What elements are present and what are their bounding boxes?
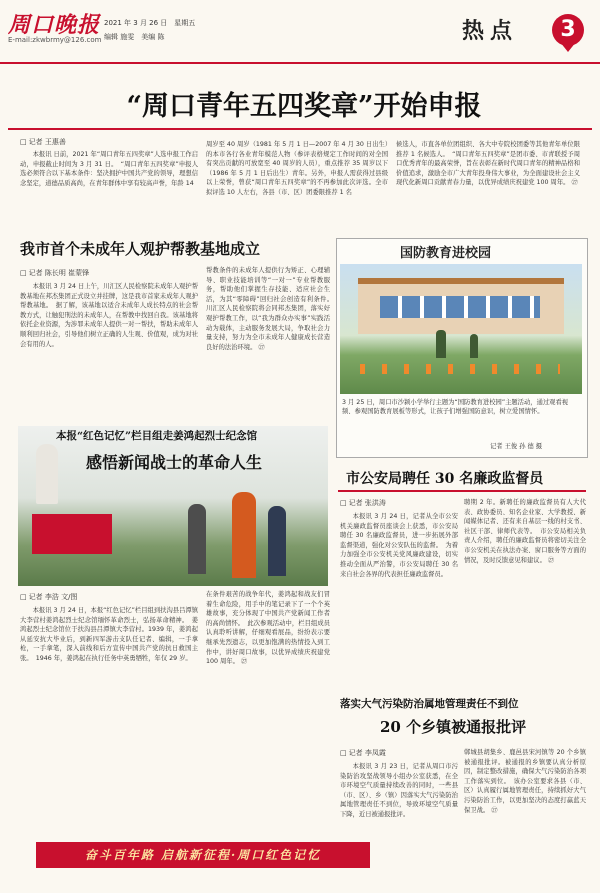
article1-headline: “周口青年五四奖章”开始申报 — [126, 91, 482, 122]
article1-col3: 候选人，市直各单位团组织、各大中专院校团委等其他青年单位限推荐 1 名候选人。 “周口青年五四奖章”是团市委、市青联授予周口优秀青年的最高荣誉，旨在表彰在新时代周口青年的精神品格和价值追求，激励全市广大青年投身伟大事业，为全面建设社会主义现代化新周口贡献青春力量，以优异成绩庆祝建党 100 周年。 ㉗ — [396, 141, 580, 187]
article5-col2: 郸城县胡集乡、鹿邑县宋河镇等 20 个乡镇被通报批评。被通报的乡镇要认真分析原因，制定整改措施，确保大气污染防治各项工作落实到位。 该办公室要求各县（市、区）认真履行属地管理责任，持续抓好大气污染防治工作，以更加坚决的态度打赢蓝天保卫战。 ㉗ — [464, 749, 586, 814]
article2-col2: 帮教条件的未成年人提供行为矫正、心理辅导、职业技能培训等“一对一”专业帮教服务，帮助他们掌握生存技能、适应社会生活，为其“零障碍”回归社会创造有利条件。 川汇区人民检察院将会同邦杰集团，落实好观护帮教工作，以“我为群众办实事”实践活动为载体，主动服务发展大局，争取社会力量支持，努力为全市未成年人健康成长营造良好的法治环境。 ㉗ — [206, 267, 337, 351]
visitor-figure — [232, 492, 256, 578]
divider-top — [8, 128, 592, 130]
issue-date: 2021 年 3 月 26 日 星期五 — [104, 19, 196, 27]
article2-headline: 我市首个未成年人观护帮教基地成立 — [20, 240, 261, 258]
article3-headline: 感悟新闻战士的革命人生 — [86, 453, 263, 472]
visitor-figure — [268, 506, 286, 576]
footer-slogan-banner: 奋斗百年路 启航新征程·周口红色记忆 — [36, 842, 370, 868]
article4-col2: 聘期 2 年。新聘任的廉政监督员有人大代表、政协委员、知名企业家、大学教授、新闻媒体记者、还有来自基层一线的村支书、社区干部、律师代表等。 市公安局相关负责人介绍，聘任的廉政监督员将密切关注全市公安机关在执法办案、窗口服务等方面的情况，及时反馈意见和建议。 ㉗ — [464, 499, 586, 564]
photo1-credit: 记者 王俊 孙 德 摄 — [490, 443, 543, 450]
article4-byline: □ 记者 张洪涛 — [340, 498, 386, 508]
article5-kicker: 落实大气污染防治属地管理责任不到位 — [340, 698, 519, 710]
soldier-figure — [470, 334, 478, 358]
email-line: E-mail:zkwbrmy@126.com — [8, 36, 102, 44]
article3-byline: □ 记者 李浩 文/图 — [20, 592, 77, 602]
article1-col1: 本报讯 日前，2021 年“周口青年五四奖章”人选申报工作启动，申报截止时间为 3 月 31 日。 “周口青年五四奖章”申报人选必须符合以下基本条件：坚决拥护中国共产党的领导，理想信念坚定，道德品质高尚，在青年群体中享有较高声誉，年龄 14 — [20, 151, 198, 187]
article2-col1: 本报讯 3 月 24 日上午，川汇区人民检察院未成年人观护帮教基地在邦杰集团正式设立并挂牌，这是我市首家未成年人观护帮教基地。 据了解，该基地以适合未成年人成长特点的社会帮教方式，让触犯刑法的未成年人，在帮教中找回自我。该基地将依托企业资源，为涉罪未成年人提供一对一帮扶，帮助未成年人顺利回归社会，引导他们树立正确的人生观、价值观，成为对社会有用的人。 — [20, 283, 198, 348]
soldier-figure — [436, 330, 446, 358]
article3-col2: 在条件艰苦的战争年代，姜鸿起和战友们冒着生命危险，用手中的笔记录下了一个个英雄故事，充分体现了中国共产党新闻工作者的高尚情怀。 此次参观活动中，栏目组成员认真聆听讲解，仔细观看展品，纷纷表示要继承先烈遗志，以更加饱满的热情投入到工作中，讲好周口故事，以优异成绩庆祝建党 100 周年。 ㉗ — [206, 591, 330, 666]
divider-article4 — [338, 490, 586, 492]
photo1-caption: 3 月 25 日，周口市沙颍小学举行主题为“国防教育进校园”主题活动，通过观看视频、参观国防教育展板等形式，让孩子们增强国防意识，树立爱国情怀。 — [342, 399, 569, 415]
article1-byline: □ 记者 王惠善 — [20, 137, 66, 147]
article1-col2: 周岁至 40 周岁（1981 年 5 月 1 日—2007 年 4 月 30 日出生）的本市各行各业青年模范人物（参评表格规定工作时间的对全国有突出贡献的可放宽至 40 周岁的人员），重点推荐 35 周岁以下（1986 年 5 月 1 日后出生）青年。另外，申报人需获得过县级以上荣誉，曾获“周口青年五四奖章”的不再参加此次评选。全市拟评选 10 人左右，各县（市、区）团委限推荐 1 名 — [206, 141, 388, 196]
editors-line: 编辑 施雯 美编 陈 — [104, 33, 165, 41]
article5-col1: 本报讯 3 月 23 日，记者从周口市污染防治攻坚战领导小组办公室获悉，在全市环境空气质量持续改善的同时，一些县（市、区）、乡（镇）因落实大气污染防治属地管理责任不到位，导致环境空气质量下降，近日被通报批评。 — [340, 763, 458, 818]
article3-col1: 本报讯 3 月 24 日，本报“红色记忆”栏目组到扶沟县吕潭镇大李营村姜鸿起烈士纪念馆缅怀革命烈士，弘扬革命精神。 姜鸿起烈士纪念馆位于扶沟县吕潭镇大李营村。1939 年，姜鸿起从延安抗大毕业后，到新四军游击支队任记者、编辑，一手拿枪，一手拿笔，深入前线和后方宣传中国共产党的抗日救国主张。 1946 年，姜鸿起在执行任务中英勇牺牲，年仅 29 岁。 — [20, 607, 198, 662]
page-number-badge: 3 — [552, 14, 584, 46]
article5-headline: 20 个乡镇被通报批评 — [380, 718, 527, 736]
statue — [36, 444, 58, 504]
article4-headline: 市公安局聘任 30 名廉政监督员 — [346, 471, 544, 487]
party-flag — [32, 514, 112, 554]
article3-kicker: 本报“红色记忆”栏目组走姜鸿起烈士纪念馆 — [56, 430, 258, 442]
article5-byline: □ 记者 李凤霞 — [340, 748, 386, 758]
traffic-cones — [360, 364, 560, 374]
exhibit-banners — [380, 296, 540, 318]
school-event-photo — [340, 264, 582, 394]
visitor-figure — [188, 504, 206, 574]
section-name: 热点 — [462, 18, 519, 44]
newspaper-logo: 周口晚报 — [8, 12, 101, 38]
photo1-title: 国防教育进校园 — [400, 246, 492, 261]
article4-col1: 本报讯 3 月 24 日，记者从全市公安机关廉政监督员座谈会上获悉，市公安局聘任 30 名廉政监督员，进一步拓展外部监督渠道，强化对公安队伍的监督。 为着力加强全市公安机关党风廉政建设，切实推动全面从严治警，市公安局聘任 30 名来自社会各界的代表担任廉政监督员。 — [340, 513, 458, 578]
article2-byline: □ 记者 陈长明 崔蒙锋 — [20, 268, 89, 278]
